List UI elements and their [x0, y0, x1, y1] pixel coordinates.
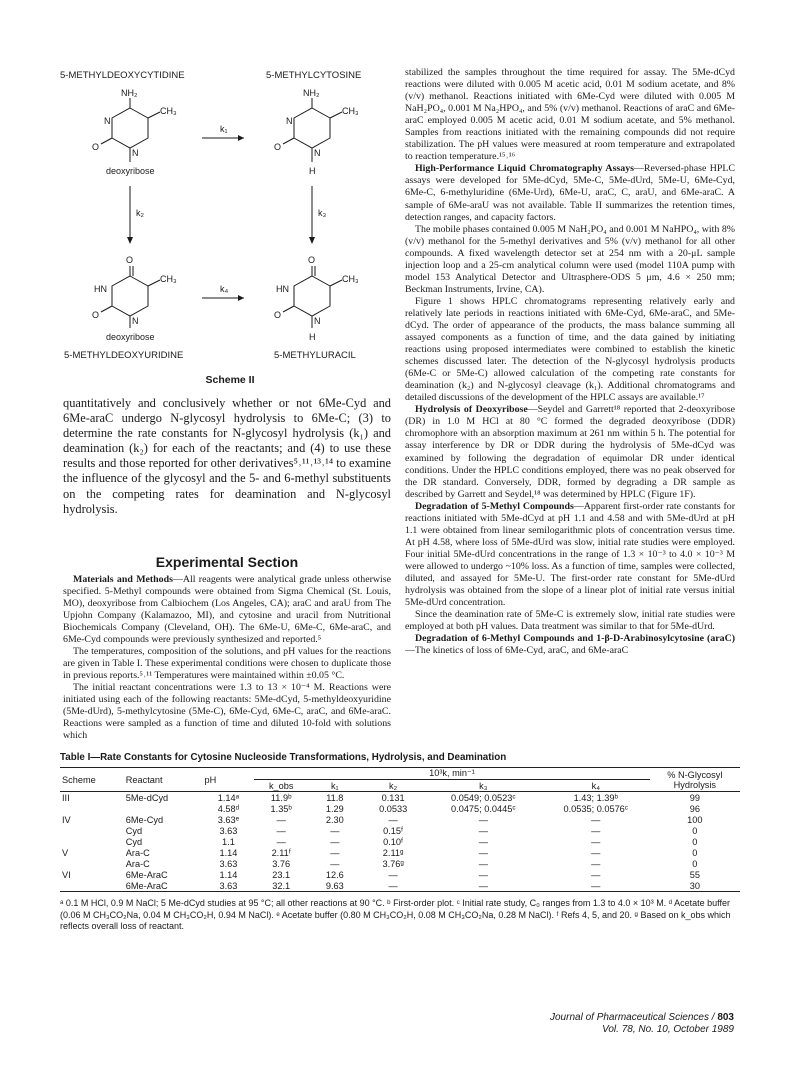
svg-text:N: N — [132, 148, 139, 158]
table-cell: — — [591, 869, 601, 880]
table-title: Table I—Rate Constants for Cytosine Nucleoside Transformations, Hydrolysis, and Deamination — [60, 752, 507, 763]
structure-5-methylcytosine — [274, 88, 359, 176]
right-column — [405, 67, 735, 657]
table-row — [60, 869, 740, 880]
svg-text:O: O — [92, 142, 100, 152]
table-body — [60, 792, 740, 892]
table-cell — [124, 803, 203, 814]
paragraph-deamination: Since the deamination rate of 5Me-C is extremely slow, initial rate studies were employed at both pH values. Data treatment was similar to that for 5Me-dUrd. — [405, 609, 735, 633]
table-cell: — — [388, 880, 398, 891]
table-cell: — — [591, 836, 601, 847]
paragraph-5-methyl: Degradation of 5-Methyl Compounds—Apparent first-order rate constants for reactions initiated with 5Me-dCyd at pH 1.1 and 4.58 and with 5Me-dUrd at pH 1.1 were obtained from linear semilogarithmic plots of concentration versus time. At pH 4.58, where loss of 5Me-dUrd was slow, initial rate studies were employed. Four initial 5Me-dUrd concentrations in the range of 1.3 × 10⁻³ to 4.0 × 10⁻³ M were allowed to undergo ~10% loss. As a function of time, samples were collected, diluted, and assayed for 5Me-U. The first-order rate constant for 5Me-dUrd hydrolysis was obtained from the slope of a linear plot of initial rate versus initial 5Me-dUrd concentration. — [405, 500, 736, 609]
table-cell: — — [478, 858, 488, 869]
svg-text:H: H — [309, 166, 316, 176]
table-cell: 1.14ᵃ — [217, 792, 240, 803]
paragraph-6-methyl: Degradation of 6-Methyl Compounds and 1-β-D-Arabinosylcytosine (araC)—The kinetics of loss of 6Me-Cyd, araC, and 6Me-araC — [405, 633, 735, 657]
table-cell: — — [388, 814, 398, 825]
col-k3: k₃ — [479, 780, 488, 791]
svg-text:N: N — [314, 316, 321, 326]
table-cell: 9.63 — [325, 880, 344, 891]
table-cell: 3.63ᵉ — [217, 814, 240, 825]
table-cell: VI — [62, 869, 71, 880]
table-cell: 0.0549; 0.0523ᶜ — [451, 792, 516, 803]
title-5-methylcytosine: 5-METHYLCYTOSINE — [266, 70, 362, 81]
table-cell: 100 — [687, 814, 703, 825]
scheme-caption: Scheme II — [205, 374, 255, 386]
col-k4: k₄ — [591, 780, 600, 791]
svg-text:N: N — [286, 116, 293, 126]
paragraph-materials: Materials and Methods—All reagents were analytical grade unless otherwise specified. 5-Methyl compounds were obtained from Sigma Chemical (St. Louis, MO), deoxyribose from Calbiochem (Los Angeles, CA); araC and araU from The Upjohn Company (Kalamazoo, MI), and cytosine and uracil from Nutritional Biochemicals Company (Cleveland, OH). The 6Me-U, 6Me-C, 6Me-araC, and 6Me-Cyd compounds were previously synthesized and reported.⁵ — [63, 574, 391, 645]
table-cell: — — [591, 858, 601, 869]
svg-text:CH₃: CH₃ — [160, 274, 177, 284]
table-cell: 5Me-dCyd — [125, 792, 169, 803]
table-cell: — — [276, 836, 286, 847]
table-cell: 2.11ᶠ — [271, 847, 291, 858]
rate-constants-table — [60, 767, 740, 892]
col-reactant: Reactant — [125, 774, 163, 785]
table-row — [60, 792, 740, 804]
table-cell: 12.6 — [325, 869, 344, 880]
svg-text:O: O — [308, 255, 316, 265]
paragraph-hplc: High-Performance Liquid Chromatography Assays—Reversed-phase HPLC assays were developed for 5Me-dCyd, 5Me-C, 5Me-dUrd, 5Me-U, 6Me-Cyd, 6Me-C, 6-methyluridine (6Me-Urd), 6Me-U, araC, C, araU, and 6Me-araC. A sample of 6Me-araU was not available. Table II summarizes the retention times, detection ranges, and capacity factors. — [405, 163, 735, 223]
col-glycosyl: % N-Glycosyl Hydrolysis — [667, 769, 723, 790]
svg-text:HN: HN — [276, 284, 289, 294]
col-kobs: k_obs — [268, 780, 294, 791]
table-cell — [60, 803, 124, 814]
table-cell: 0.0475; 0.0445ᶜ — [451, 803, 516, 814]
table-cell: 0 — [692, 836, 698, 847]
svg-text:H: H — [309, 332, 316, 342]
table-cell: 3.63 — [219, 880, 238, 891]
page-number: 803 — [717, 1012, 734, 1023]
svg-text:HN: HN — [94, 284, 107, 294]
table-cell: — — [478, 814, 488, 825]
rate-k3: k₃ — [318, 208, 327, 218]
table-cell: 6Me-AraC — [125, 880, 168, 891]
col-k1: k₁ — [330, 780, 339, 791]
table-cell — [60, 858, 124, 869]
paragraph-figure1: Figure 1 shows HPLC chromatograms representing relatively early and relatively late periods in reactions initiated with 6Me-Cyd, 6Me-araC, and 5Me-dCyd. The order of appearance of the products, the mass balance summing all assayed components as a function of time, and the data gained by initiating reactions using proposed intermediates were combined to establish the kinetic schemes discussed later. The detection of the N-glycosyl hydrolysis products (6Me-C or 5Me-C) allowed calculation of the competing rate constants for deamination (k₂) and N-glycosyl cleavage (k₁). Additional chromatograms and detailed discussions of the development of the HPLC assays are available.¹⁷ — [405, 295, 735, 404]
rate-k4: k₄ — [220, 284, 229, 294]
table-cell: — — [478, 847, 488, 858]
col-k2: k₂ — [389, 780, 398, 791]
page-footer — [550, 1012, 734, 1036]
table-cell: — — [388, 869, 398, 880]
table-cell: — — [276, 814, 286, 825]
paragraph-deoxyribose: Hydrolysis of Deoxyribose—Seydel and Garrett¹⁸ reported that 2-deoxyribose (DR) in 1.0 M HCl at 80 °C formed the degraded deoxyribose (DDR) chromophore with an absorption maximum at 261 nm within 5 h. The potential for assay interference by DR or DDR during the hydrolysis of 5Me-dCyd was examined by following the degradation of equimolar DR under identical conditions. Under the HPLC conditions employed, there was no peak observed for the DR standard. Conversely, DDR, formed by degrading a DR sample as described by Garrett and Seydel,¹⁸ was determined by HPLC (Figure 1F). — [405, 404, 735, 500]
table-row — [60, 836, 740, 847]
table-cell: Cyd — [125, 825, 143, 836]
svg-text:CH₃: CH₃ — [342, 106, 359, 116]
table-cell: — — [330, 858, 340, 869]
table-cell — [60, 880, 124, 892]
structure-5-methyldeoxycytidine — [92, 88, 177, 176]
svg-text:O: O — [126, 255, 134, 265]
intro-paragraph: quantitatively and conclusively whether or not 6Me-Cyd and 6Me-araC undergo N-glycosyl hydrolysis to 6Me-C; (3) to determine the rate constants for N-glycosyl hydrolysis (k₁) and deamination (k₂) for each of the reactants; and (4) to use these results and those reported for other derivatives⁵˒¹¹˒¹³˒¹⁴ to examine the influence of the glycosyl and the 5- and 6-methyl substituents on the competing rates for deamination and N-glycosyl hydrolysis. — [63, 396, 391, 516]
rate-k2: k₂ — [136, 208, 144, 218]
col-ph: pH — [204, 774, 217, 785]
table-cell: 6Me-Cyd — [125, 814, 164, 825]
table-cell: 0 — [692, 825, 698, 836]
table-cell: 0 — [692, 858, 698, 869]
table-cell: — — [591, 880, 601, 891]
label-deoxyribose-bottom: deoxyribose — [106, 332, 155, 342]
table-cell: 11.8 — [326, 792, 344, 803]
left-column-intro — [63, 396, 391, 517]
svg-text:O: O — [274, 142, 282, 152]
table-cell: — — [276, 825, 286, 836]
table-cell: — — [591, 814, 601, 825]
svg-text:CH₃: CH₃ — [160, 106, 177, 116]
col-group-rate: 10³k, min⁻¹ — [254, 768, 649, 780]
table-cell: 3.76 — [272, 858, 291, 869]
table-cell: — — [330, 836, 340, 847]
table-cell: — — [478, 869, 488, 880]
svg-text:N: N — [104, 116, 111, 126]
table-cell: 0 — [692, 847, 698, 858]
paragraph-mobile-phases: The mobile phases contained 0.005 M NaH₂PO₄ and 0.001 M NaHPO₄, with 8% (v/v) methanol for the 5-methyl derivatives and 5% (v/v) methanol for all other compounds. A fixed wavelength detector set at 254 nm with a 20-μL sample injection loop and a 25-cm analytical column were used (model 110A pump with model 153 Analytical Detector and Ultrasphere-ODS 5 μm, 4.6 × 250 mm; Beckman Instruments, Irvine, CA). — [405, 223, 735, 295]
table-cell: — — [478, 836, 488, 847]
table-row — [60, 814, 740, 825]
paragraph-stabilized: stabilized the samples throughout the time required for assay. The 5Me-dCyd reactions were diluted with 0.005 M acetic acid, 0.01 M sodium acetate, and 8% (v/v) methanol. Reactions initiated with 6Me-Cyd were diluted with 0.005 M NaH₂PO₄, 0.001 M Na₂HPO₄, and 5% (v/v) methanol. Reactions of araC and 6Me-araC employed 0.005 M acetic acid, 0.01 M sodium acetate, and 5% methanol. Samples from reactions initiated with the remaining compounds did not require stabilization. The pH values were measured at room temperature and extrapolated to reaction temperature.¹⁵˒¹⁶ — [405, 67, 735, 163]
table-cell: III — [62, 792, 70, 803]
table-cell: 2.30 — [325, 814, 344, 825]
table-cell: — — [591, 825, 601, 836]
table-cell: 3.76ᵍ — [382, 858, 404, 869]
table-cell: 32.1 — [272, 880, 291, 891]
table-cell: 1.14 — [219, 847, 238, 858]
table-cell: 1.35ᵇ — [270, 803, 292, 814]
journal-issue: Vol. 78, No. 10, October 1989 — [602, 1024, 734, 1035]
table-cell: Ara-C — [125, 847, 150, 858]
table-cell: 0.0533 — [379, 803, 408, 814]
table-cell: 4.58ᵈ — [217, 803, 240, 814]
table-cell: 2.11ᵍ — [382, 847, 404, 858]
table-cell: 0.15ᶠ — [383, 825, 404, 836]
svg-text:CH₃: CH₃ — [342, 274, 359, 284]
table-cell: 30 — [689, 880, 700, 891]
left-column-experimental — [63, 546, 391, 742]
table-cell — [60, 836, 124, 847]
table-cell — [60, 825, 124, 836]
svg-text:N: N — [132, 316, 139, 326]
table-cell: 1.29 — [325, 803, 344, 814]
table-cell: — — [591, 847, 601, 858]
title-5-methyluracil: 5-METHYLURACIL — [274, 350, 356, 361]
table-cell: 96 — [689, 803, 700, 814]
svg-text:O: O — [92, 310, 100, 320]
table-cell: 1.1 — [222, 836, 235, 847]
structure-5-methyldeoxyuridine — [92, 255, 177, 342]
table-cell: Cyd — [125, 836, 143, 847]
table-cell: 1.43; 1.39ᵇ — [573, 792, 618, 803]
table-footnotes: ᵃ 0.1 M HCl, 0.9 M NaCl; 5 Me-dCyd studies at 95 °C; all other reactions at 90 °C. ᵇ First-order plot. ᶜ Initial rate study, C₀ ranges from 1.3 to 4.0 × 10³ M. ᵈ Acetate buffer (0.06 M CH₃CO₂Na, 0.04 M CH₃CO₂H, 0.94 M NaCl). ᵉ Acetate buffer (0.80 M CH₃CO₂H, 0.08 M CH₃CO₂Na, 0.28 M NaCl). ᶠ Refs 4, 5, and 20. ᵍ Based on k_obs which reflects overall loss of reactant. — [60, 898, 731, 931]
table-cell: IV — [62, 814, 71, 825]
svg-text:NH₂: NH₂ — [121, 88, 138, 98]
table-cell: 23.1 — [272, 869, 291, 880]
scheme-ii-figure — [60, 66, 400, 366]
table-row — [60, 803, 740, 814]
table-cell: — — [478, 825, 488, 836]
table-cell: 3.63 — [219, 825, 238, 836]
table-cell: — — [330, 825, 340, 836]
section-heading-experimental: Experimental Section — [155, 554, 299, 570]
table-row — [60, 825, 740, 836]
rate-k1: k₁ — [220, 124, 228, 134]
table-cell: 0.10ᶠ — [383, 836, 404, 847]
col-scheme: Scheme — [62, 774, 96, 785]
table-cell: 0.131 — [381, 792, 405, 803]
table-i — [60, 752, 740, 933]
structure-5-methyluracil — [274, 255, 359, 342]
table-cell: — — [478, 880, 488, 891]
table-row — [60, 858, 740, 869]
title-5-methyldeoxycytidine: 5-METHYLDEOXYCYTIDINE — [60, 70, 185, 81]
table-cell: 1.14 — [219, 869, 238, 880]
table-row — [60, 880, 740, 892]
label-deoxyribose-top: deoxyribose — [106, 166, 155, 176]
table-cell: V — [62, 847, 69, 858]
table-cell: 11.9ᵇ — [270, 792, 292, 803]
table-cell: 55 — [689, 869, 700, 880]
table-cell: 99 — [689, 792, 700, 803]
paragraph-temperatures: The temperatures, composition of the solutions, and pH values for the reactions are given in Table I. These experimental conditions were chosen to duplicate those in previous reports.⁵˒¹¹ Temperatures were maintained within ±0.05 °C. — [63, 646, 391, 681]
table-cell: 6Me-AraC — [125, 869, 168, 880]
table-cell: 3.63 — [219, 858, 238, 869]
svg-text:O: O — [274, 310, 282, 320]
table-cell: Ara-C — [125, 858, 150, 869]
table-row — [60, 847, 740, 858]
paragraph-concentrations: The initial reactant concentrations were 1.3 to 13 × 10⁻⁴ M. Reactions were initiated using each of the following reactants: 5Me-dCyd, 5-methyldeoxyuridine (5Me-dUrd), 5-methylcytosine (5Me-C), 6Me-Cyd, 6Me-C, araC, and 6Me-araC. Reactions were sampled as a function of time and diluted 10-fold with solutions which — [63, 682, 391, 741]
journal-name: Journal of Pharmaceutical Sciences / — [550, 1012, 718, 1023]
table-cell: 0.0535; 0.0576ᶜ — [563, 803, 629, 814]
svg-text:NH₂: NH₂ — [303, 88, 320, 98]
title-5-methyldeoxyuridine: 5-METHYLDEOXYURIDINE — [64, 350, 184, 361]
table-cell: — — [330, 847, 340, 858]
svg-text:N: N — [314, 148, 321, 158]
